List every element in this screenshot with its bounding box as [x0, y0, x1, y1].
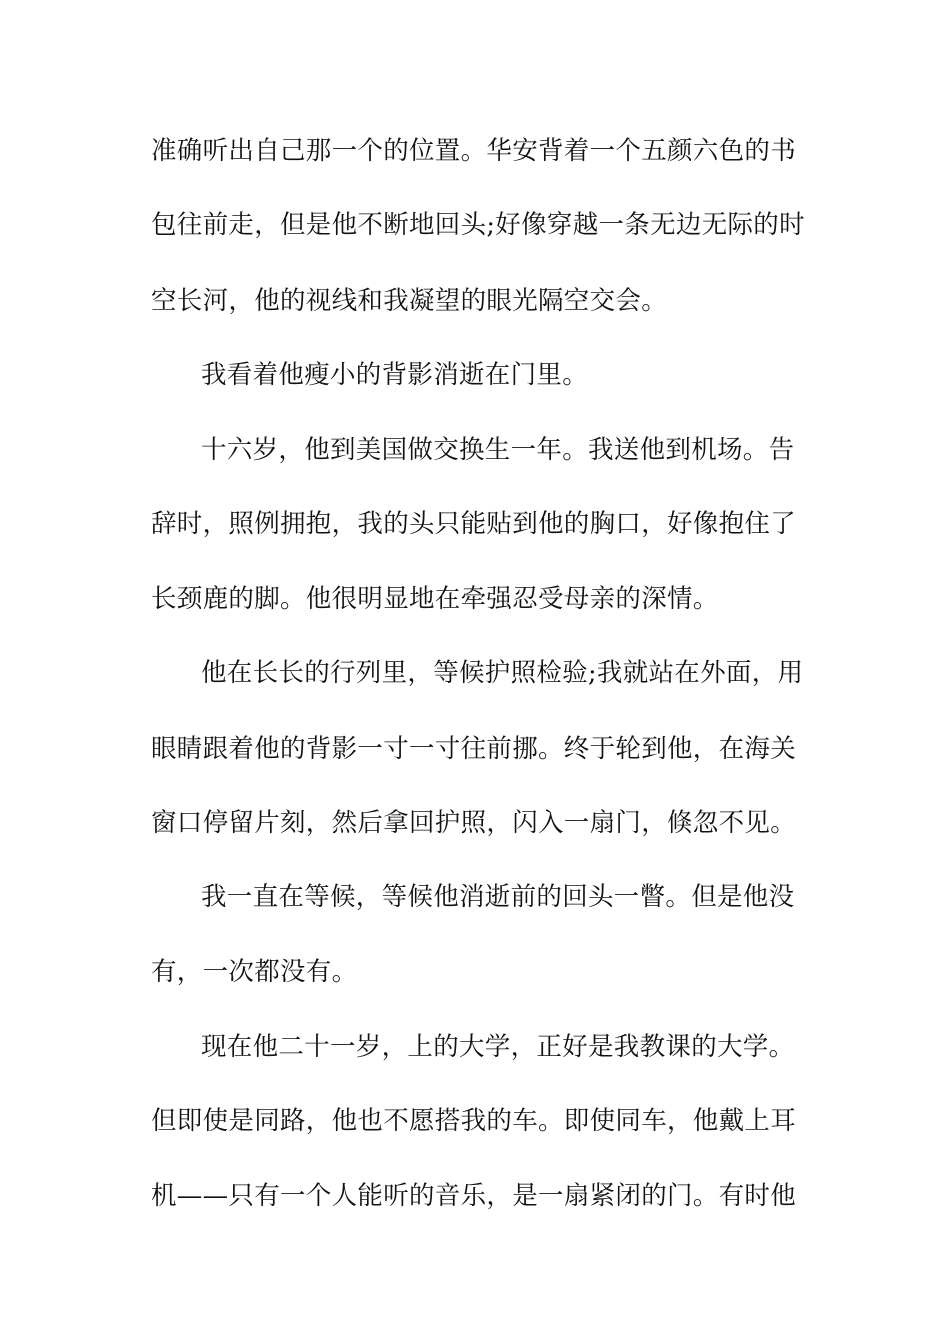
paragraph-first-line: 我一直在等候，等候他消逝前的回头一瞥。但是他没	[201, 882, 795, 912]
text-line: 包往前走，但是他不断地回头;好像穿越一条无边无际的时	[151, 210, 805, 240]
text-line: 窗口停留片刻，然后拿回护照，闪入一扇门，倏忽不见。	[151, 808, 797, 838]
text-line: 辞时，照例拥抱，我的头只能贴到他的胸口，好像抱住了	[151, 509, 797, 539]
text-line: 但即使是同路，他也不愿搭我的车。即使同车，他戴上耳	[151, 1106, 797, 1136]
text-line: 空长河，他的视线和我凝望的眼光隔空交会。	[151, 286, 668, 316]
text-line: 眼睛跟着他的背影一寸一寸往前挪。终于轮到他，在海关	[151, 734, 797, 764]
paragraph-first-line: 他在长长的行列里，等候护照检验;我就站在外面，用	[201, 658, 804, 688]
text-line: 有，一次都没有。	[151, 957, 358, 987]
text-line: 长颈鹿的脚。他很明显地在牵强忍受母亲的深情。	[151, 584, 719, 614]
paragraph-first-line: 十六岁，他到美国做交换生一年。我送他到机场。告	[201, 435, 795, 465]
text-line: 准确听出自己那一个的位置。华安背着一个五颜六色的书	[151, 136, 797, 166]
paragraph-first-line: 我看着他瘦小的背影消逝在门里。	[201, 360, 589, 390]
paragraph-first-line: 现在他二十一岁，上的大学，正好是我教课的大学。	[201, 1032, 795, 1062]
text-line: 机——只有一个人能听的音乐，是一扇紧闭的门。有时他	[151, 1181, 797, 1211]
